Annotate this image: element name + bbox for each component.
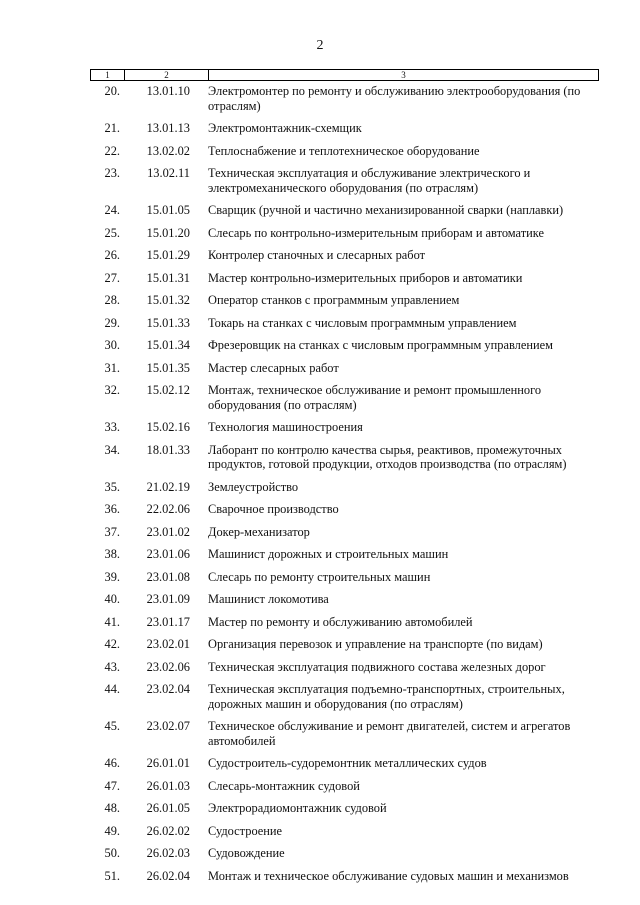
- table-row: [90, 754, 610, 777]
- table-row: [90, 418, 610, 441]
- row-code: 26.01.01: [146, 756, 190, 770]
- table-row: [90, 545, 610, 568]
- table-row: [90, 844, 610, 867]
- table-row: [90, 590, 610, 613]
- row-name: Сварщик (ручной и частично механизированной сварки (наплавки): [208, 203, 564, 217]
- table-row: [90, 613, 610, 636]
- table-row: [90, 82, 610, 119]
- row-number: 21.: [104, 121, 120, 135]
- table-row: [90, 381, 610, 418]
- row-code: 18.01.33: [146, 442, 190, 457]
- row-code: 21.02.19: [146, 479, 190, 494]
- row-name: Техническое обслуживание и ремонт двигателей, систем и агрегатов автомобилей: [208, 719, 571, 748]
- row-number: 22.: [104, 143, 120, 158]
- table-row: [90, 867, 610, 890]
- row-code: 23.02.06: [146, 659, 190, 674]
- row-name: Электрорадиомонтажник судовой: [208, 801, 387, 815]
- row-code: 15.01.32: [146, 293, 190, 307]
- row-number: 36.: [104, 502, 120, 516]
- row-number: 30.: [104, 338, 120, 352]
- table-row: [90, 478, 610, 501]
- row-name: Монтаж, техническое обслуживание и ремонт промышленного оборудования (по отраслям): [208, 383, 542, 412]
- row-code: 15.01.34: [146, 338, 190, 352]
- row-number: 27.: [104, 270, 120, 285]
- row-name: Судовождение: [208, 846, 285, 860]
- row-name: Судостроение: [208, 823, 283, 838]
- row-number: 41.: [104, 614, 120, 629]
- row-name: Машинист дорожных и строительных машин: [208, 547, 449, 561]
- table-row: [90, 336, 610, 359]
- table-row: [90, 799, 610, 822]
- table-row: [90, 680, 610, 717]
- row-name: Машинист локомотива: [208, 592, 329, 606]
- table-row: [90, 568, 610, 591]
- table-row: [90, 777, 610, 800]
- row-name: Организация перевозок и управление на транспорте (по видам): [208, 637, 543, 651]
- row-name: Слесарь по ремонту строительных машин: [208, 569, 431, 584]
- row-number: 49.: [104, 823, 120, 838]
- row-name: Фрезеровщик на станках с числовым программным управлением: [208, 338, 553, 352]
- table-row: [90, 269, 610, 292]
- row-code: 23.01.08: [146, 569, 190, 584]
- table-body: [90, 82, 610, 889]
- row-number: 26.: [104, 248, 120, 262]
- header-col-2: 2: [125, 70, 209, 80]
- row-number: 31.: [104, 360, 120, 375]
- row-number: 43.: [104, 659, 120, 674]
- row-number: 35.: [104, 479, 120, 494]
- page-number: 2: [316, 38, 324, 53]
- row-name: Техническая эксплуатация и обслуживание электрического и электромеханического оборудования (по отраслям): [208, 166, 531, 195]
- row-code: 13.01.13: [146, 121, 190, 135]
- row-code: 15.02.16: [146, 420, 190, 434]
- row-name: Электромонтер по ремонту и обслуживанию электрооборудования (по отраслям): [208, 84, 581, 113]
- row-number: 45.: [104, 719, 120, 733]
- row-number: 23.: [104, 166, 120, 180]
- row-code: 26.01.05: [146, 801, 190, 815]
- row-code: 13.01.10: [146, 84, 190, 98]
- row-name: Монтаж и техническое обслуживание судовых машин и механизмов: [208, 868, 569, 883]
- row-code: 15.01.29: [146, 248, 190, 262]
- row-number: 40.: [104, 592, 120, 606]
- row-code: 15.01.31: [146, 270, 190, 285]
- row-number: 24.: [104, 203, 120, 217]
- row-code: 26.02.02: [146, 823, 190, 838]
- row-name: Сварочное производство: [208, 502, 339, 516]
- row-number: 50.: [104, 846, 120, 860]
- row-name: Техническая эксплуатация подъемно-транспортных, строительных, дорожных машин и оборудования (по отраслям): [208, 682, 565, 711]
- row-number: 28.: [104, 293, 120, 307]
- table-row: [90, 164, 610, 201]
- table-row: [90, 142, 610, 165]
- row-name: Техническая эксплуатация подвижного состава железных дорог: [208, 659, 546, 674]
- row-name: Землеустройство: [208, 479, 299, 494]
- table-row: [90, 717, 610, 754]
- table-row: [90, 441, 610, 478]
- row-number: 38.: [104, 547, 120, 561]
- row-code: 23.02.01: [146, 637, 190, 651]
- row-number: 51.: [104, 868, 120, 883]
- row-name: Теплоснабжение и теплотехническое оборудование: [208, 143, 480, 158]
- row-number: 33.: [104, 420, 120, 434]
- row-name: Слесарь по контрольно-измерительным приборам и автоматике: [208, 225, 544, 240]
- row-number: 42.: [104, 637, 120, 651]
- table-row: [90, 359, 610, 382]
- row-number: 37.: [104, 524, 120, 539]
- row-number: 25.: [104, 225, 120, 240]
- table-header: [90, 69, 599, 81]
- table-row: [90, 822, 610, 845]
- row-code: 26.01.03: [146, 778, 190, 793]
- row-code: 15.01.05: [146, 203, 190, 217]
- row-name: Мастер контрольно-измерительных приборов и автоматики: [208, 270, 523, 285]
- row-name: Судостроитель-судоремонтник металлических судов: [208, 756, 487, 770]
- table-row: [90, 224, 610, 247]
- row-number: 34.: [104, 442, 120, 457]
- row-name: Электромонтажник-схемщик: [208, 121, 362, 135]
- table-row: [90, 291, 610, 314]
- table-row: [90, 119, 610, 142]
- row-code: 23.02.04: [146, 682, 190, 696]
- table-row: [90, 500, 610, 523]
- row-number: 46.: [104, 756, 120, 770]
- row-name: Технология машиностроения: [208, 420, 363, 434]
- table-row: [90, 314, 610, 337]
- row-name: Мастер слесарных работ: [208, 360, 339, 375]
- row-number: 29.: [104, 315, 120, 330]
- table-row: [90, 201, 610, 224]
- row-code: 15.01.35: [146, 360, 190, 375]
- row-number: 32.: [104, 383, 120, 397]
- row-number: 39.: [104, 569, 120, 584]
- row-number: 47.: [104, 778, 120, 793]
- row-name: Контролер станочных и слесарных работ: [208, 248, 426, 262]
- table-row: [90, 523, 610, 546]
- row-name: Токарь на станках с числовым программным управлением: [208, 315, 517, 330]
- row-code: 23.01.09: [146, 592, 190, 606]
- header-col-1: 1: [91, 70, 125, 80]
- row-code: 23.02.07: [146, 719, 190, 733]
- table-row: [90, 635, 610, 658]
- row-name: Оператор станков с программным управлением: [208, 293, 460, 307]
- row-code: 22.02.06: [146, 502, 190, 516]
- row-name: Лаборант по контролю качества сырья, реактивов, промежуточных продуктов, готовой продукции, отходов производства (по отраслям): [208, 442, 567, 471]
- row-code: 26.02.03: [146, 846, 190, 860]
- row-code: 23.01.17: [146, 614, 190, 629]
- row-number: 20.: [104, 84, 120, 98]
- row-code: 15.01.20: [146, 225, 190, 240]
- row-code: 15.02.12: [146, 383, 190, 397]
- row-number: 48.: [104, 801, 120, 815]
- row-code: 26.02.04: [146, 868, 190, 883]
- header-col-3: 3: [401, 70, 406, 80]
- row-number: 44.: [104, 682, 120, 696]
- row-name: Слесарь-монтажник судовой: [208, 778, 360, 793]
- row-code: 15.01.33: [146, 315, 190, 330]
- table-row: [90, 658, 610, 681]
- row-name: Докер-механизатор: [208, 524, 310, 539]
- row-code: 23.01.06: [146, 547, 190, 561]
- row-code: 13.02.11: [147, 166, 190, 180]
- table-row: [90, 246, 610, 269]
- row-name: Мастер по ремонту и обслуживанию автомобилей: [208, 614, 473, 629]
- row-code: 13.02.02: [146, 143, 190, 158]
- row-code: 23.01.02: [146, 524, 190, 539]
